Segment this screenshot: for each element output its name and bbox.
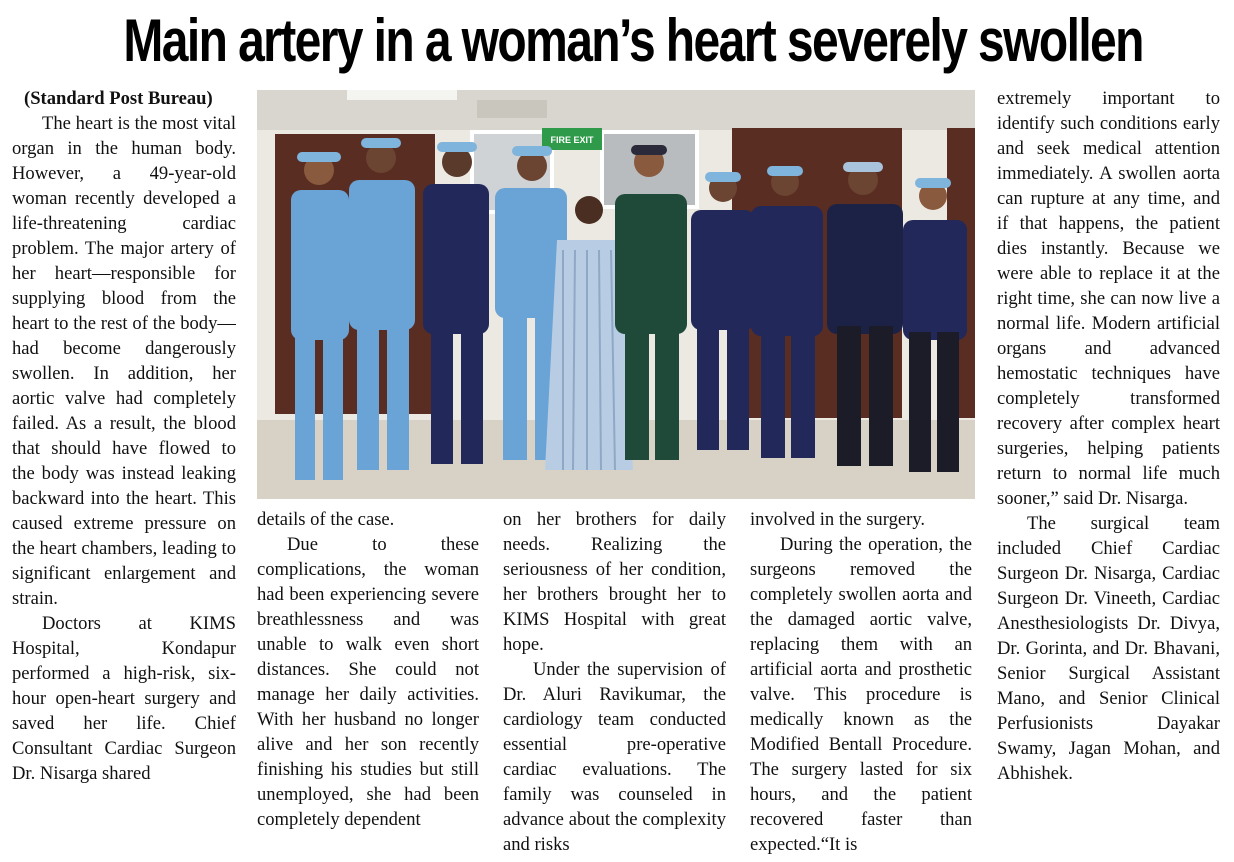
team-photo [257,90,975,499]
paragraph: The surgical team included Chief Cardiac Surgeon Dr. Nisarga, Cardiac Surgeon Dr. Vineeth, Cardiac Anesthesiologists Dr. Divya, Dr. Gorinta, and Dr. Bhavani, Senior Surgical Assistant Mano, and Senior Clinical Perfusionists Dayakar Swamy, Jagan Mohan, and Abhishek. [997,513,1220,784]
paragraph: involved in the surgery. [750,509,926,530]
headline: Main artery in a woman’s heart severely swollen [123,7,1143,74]
paragraph: Under the supervision of Dr. Aluri Ravikumar, the cardiology team conducted essential pre-operative cardiac evaluations. The family was counseled in advance about the complexity and risks [503,659,726,855]
article-column-1 [12,86,236,862]
paragraph: Due to these complications, the woman had been experiencing severe breathlessness and was unable to walk even short distances. She could not manage her daily activities. With her husband no longer alive and her son recently finishing his studies but still unemployed, she had been completely dependent [257,534,479,830]
paragraph: During the operation, the surgeons removed the completely swollen aorta and the damaged aortic valve, replacing them with an artificial aorta and prosthetic valve. This procedure is medically known as the Modified Bentall Procedure. The surgery lasted for six hours, and the patient recovered faster than expected.“It is [750,534,972,855]
article-column-2 [257,507,479,862]
article-column-3 [503,507,726,862]
paragraph: extremely important to identify such conditions early and seek medical attention immediately. A swollen aorta can rupture at any time, and if that happens, the patient dies instantly. Because we were able to replace it at the right time, she can now live a normal life. Modern artificial organs and advanced hemostatic techniques have completely transformed recovery after complex heart surgeries, helping patients return to normal life much sooner,” said Dr. Nisarga. [997,88,1220,509]
paragraph: on her brothers for daily needs. Realizing the seriousness of her condition, her brothers brought her to KIMS Hospital with great hope. [503,509,726,655]
article-column-4 [750,507,972,862]
paragraph: details of the case. [257,509,395,530]
byline: (Standard Post Bureau) [24,88,213,109]
paragraph: The heart is the most vital organ in the human body. However, a 49-year-old woman recently developed a life-threatening cardiac problem. The major artery of her heart—responsible for supplying blood from the heart to the rest of the body—had become dangerously swollen. In addition, her aortic valve had completely failed. As a result, the blood that should have flowed to the body was instead leaking backward into the heart. This caused extreme pressure on the heart chambers, leading to significant enlargement and strain. [12,113,236,609]
fire-exit-sign: FIRE EXIT [550,135,594,145]
paragraph: Doctors at KIMS Hospital, Kondapur performed a high-risk, six-hour open-heart surgery and saved her life. Chief Consultant Cardiac Surgeon Dr. Nisarga shared [12,613,236,784]
article-column-5 [997,86,1220,862]
